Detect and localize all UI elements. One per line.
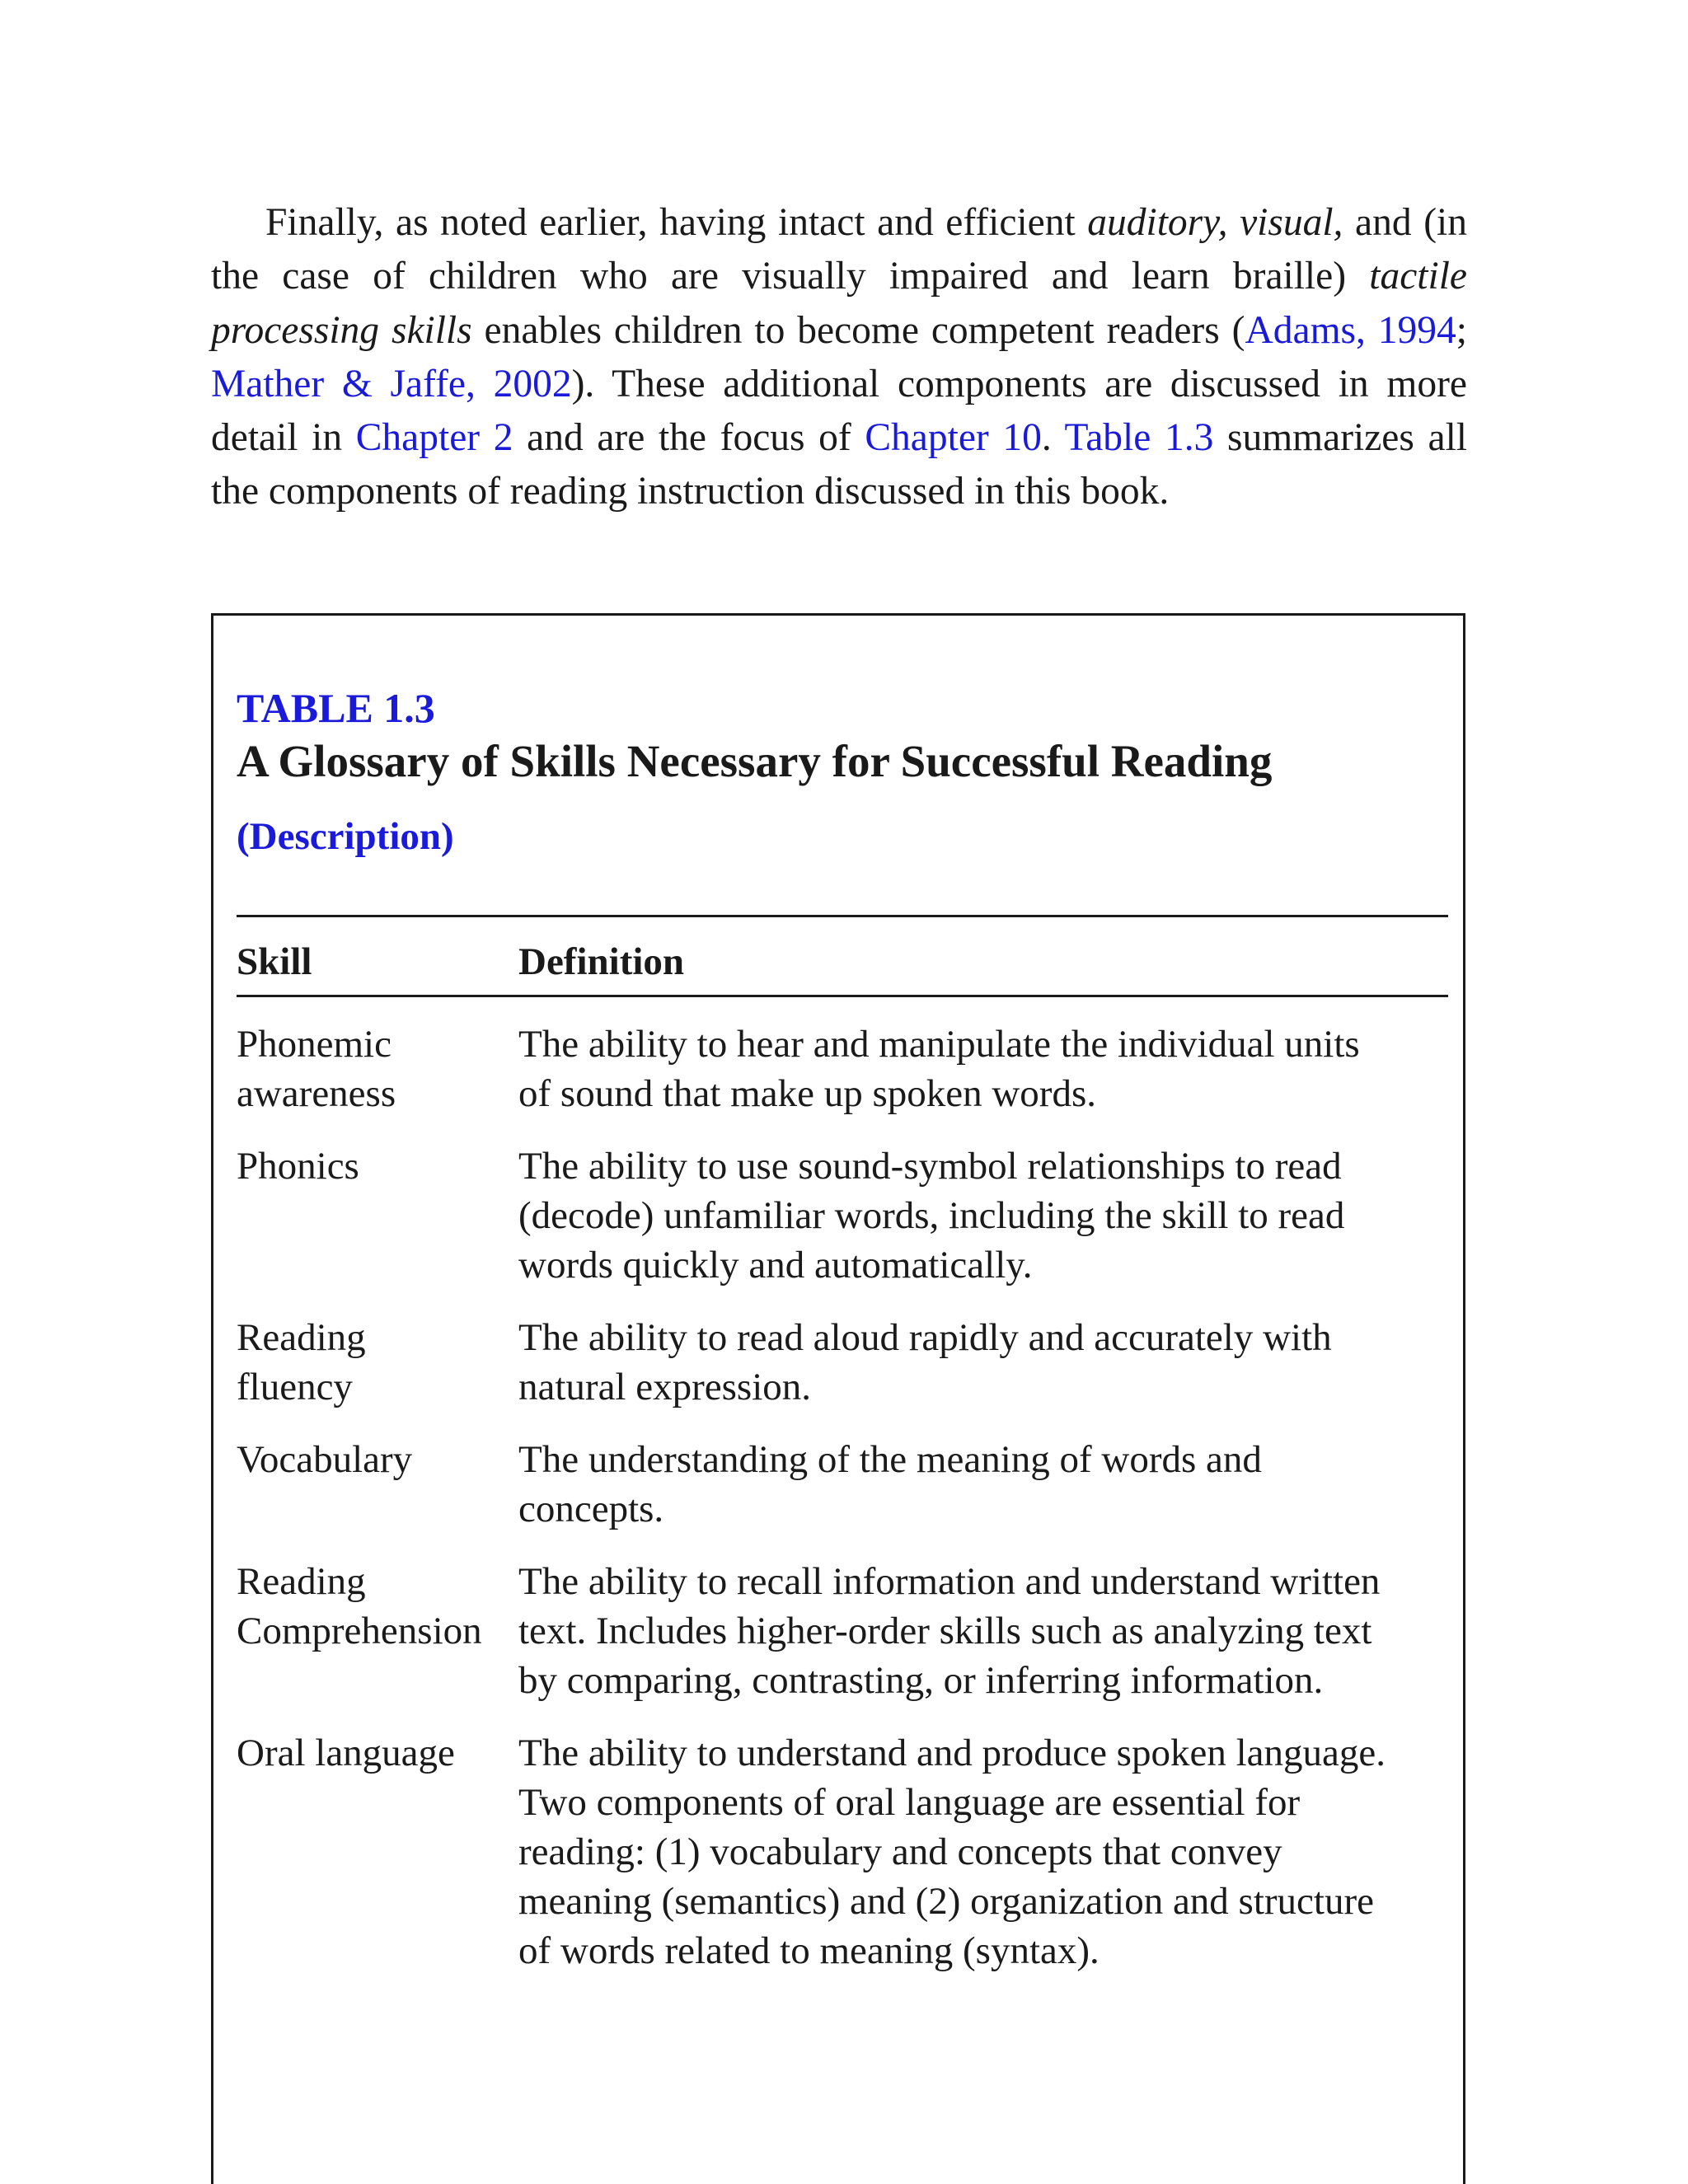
text-span: ). These additional components are discussed in more detail in bbox=[211, 362, 1467, 460]
table-1-3-link[interactable]: Table 1.3 bbox=[1064, 416, 1214, 460]
definition-cell bbox=[518, 1435, 1448, 1534]
definition-cell bbox=[518, 1313, 1448, 1412]
definition-cell bbox=[518, 1728, 1448, 1975]
table-header-rule bbox=[237, 995, 1448, 997]
citation-link-mather-jaffe[interactable]: Mather & Jaffe, 2002 bbox=[211, 362, 572, 405]
definition-line: The ability to read aloud rapidly and accurately with bbox=[518, 1316, 1332, 1359]
text-span: enables children to become competent readers ( bbox=[471, 308, 1245, 352]
definition-line: The ability to use sound-symbol relationships to read bbox=[518, 1145, 1342, 1188]
table-row bbox=[237, 1141, 1448, 1290]
skill-line: Oral language bbox=[237, 1732, 455, 1774]
definition-line: The ability to hear and manipulate the individual units bbox=[518, 1023, 1360, 1066]
table-row bbox=[237, 1019, 1448, 1118]
italic-span: auditory, visual, bbox=[1087, 201, 1343, 244]
definition-line: of words related to meaning (syntax). bbox=[518, 1929, 1100, 1972]
skill-line: Vocabulary bbox=[237, 1438, 413, 1481]
skill-line: fluency bbox=[237, 1366, 353, 1408]
skill-cell bbox=[237, 1435, 518, 1534]
table-row bbox=[237, 1313, 1448, 1412]
definition-line: The ability to understand and produce spoken language. bbox=[518, 1732, 1386, 1774]
column-header-skill: Skill bbox=[237, 940, 312, 983]
definition-line: Two components of oral language are essential for bbox=[518, 1781, 1301, 1824]
definition-line: The understanding of the meaning of words and bbox=[518, 1438, 1262, 1481]
definition-line: by comparing, contrasting, or inferring information. bbox=[518, 1659, 1324, 1702]
text-span: . bbox=[1041, 416, 1065, 460]
column-header-definition: Definition bbox=[518, 940, 685, 983]
definition-line: (decode) unfamiliar words, including the skill to read bbox=[518, 1194, 1345, 1237]
skill-cell bbox=[237, 1141, 518, 1290]
skill-cell bbox=[237, 1557, 518, 1705]
italic-span: tactile processing skills bbox=[211, 255, 1467, 352]
description-link[interactable]: (Description) bbox=[237, 815, 454, 858]
glossary-table bbox=[211, 613, 1465, 2184]
definition-line: concepts. bbox=[518, 1488, 664, 1530]
definition-line: The ability to recall information and understand written bbox=[518, 1560, 1381, 1603]
definition-cell bbox=[518, 1557, 1448, 1705]
text-span: ; bbox=[1456, 308, 1467, 352]
table-row bbox=[237, 1557, 1448, 1705]
definition-line: meaning (semantics) and (2) organization and structure bbox=[518, 1880, 1374, 1923]
skill-cell bbox=[237, 1313, 518, 1412]
skill-line: Phonics bbox=[237, 1145, 359, 1188]
table-label: TABLE 1.3 bbox=[237, 685, 435, 731]
skill-cell bbox=[237, 1728, 518, 1975]
intro-paragraph bbox=[211, 196, 1467, 519]
skill-line: Phonemic bbox=[237, 1023, 392, 1066]
definition-line: words quickly and automatically. bbox=[518, 1244, 1033, 1286]
skill-line: Reading bbox=[237, 1560, 366, 1603]
definition-cell bbox=[518, 1141, 1448, 1290]
definition-line: of sound that make up spoken words. bbox=[518, 1072, 1096, 1115]
definition-line: text. Includes higher-order skills such as analyzing text bbox=[518, 1610, 1372, 1652]
body-text bbox=[211, 196, 1467, 519]
definition-line: reading: (1) vocabulary and concepts that convey bbox=[518, 1830, 1282, 1873]
skill-line: Comprehension bbox=[237, 1610, 482, 1652]
chapter-10-link[interactable]: Chapter 10 bbox=[865, 416, 1042, 460]
table-body bbox=[237, 1019, 1448, 1999]
text-span: and (in the case of children who are visually impaired and learn braille) bbox=[211, 201, 1467, 298]
text-span: Finally, as noted earlier, having intact and efficient bbox=[265, 201, 1088, 244]
text-span: summarizes all the components of reading instruction discussed in this book. bbox=[211, 416, 1467, 513]
chapter-2-link[interactable]: Chapter 2 bbox=[355, 416, 513, 460]
citation-link-adams[interactable]: Adams, 1994 bbox=[1245, 308, 1456, 352]
text-span: and are the focus of bbox=[513, 416, 865, 460]
definition-line: natural expression. bbox=[518, 1366, 812, 1408]
skill-line: Reading bbox=[237, 1316, 366, 1359]
table-row bbox=[237, 1435, 1448, 1534]
table-title: A Glossary of Skills Necessary for Successful Reading bbox=[237, 736, 1273, 786]
table-top-rule bbox=[237, 915, 1448, 917]
skill-cell bbox=[237, 1019, 518, 1118]
table-row bbox=[237, 1728, 1448, 1975]
skill-line: awareness bbox=[237, 1072, 396, 1115]
definition-cell bbox=[518, 1019, 1448, 1118]
